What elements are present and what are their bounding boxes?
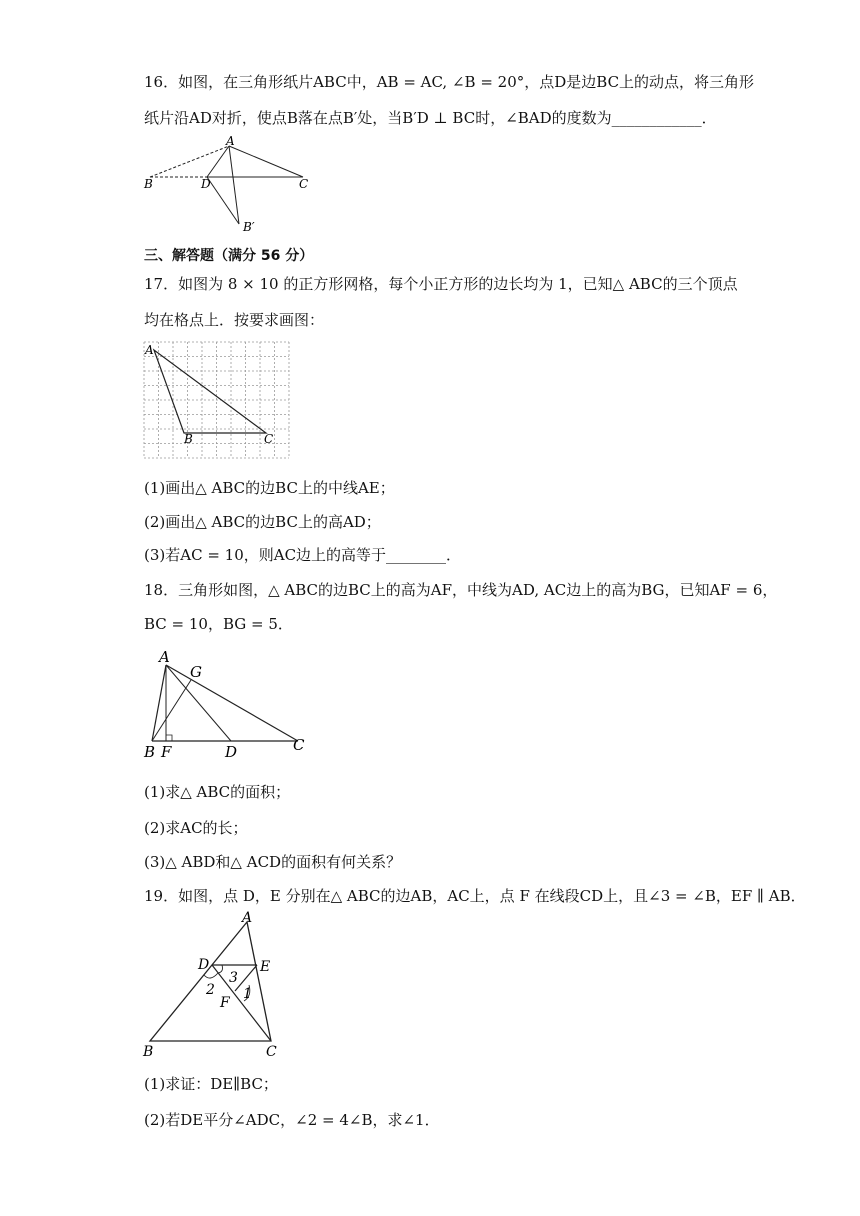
q19-angle-label-1: 1 xyxy=(243,986,252,1002)
q16-label-d: D xyxy=(201,177,211,191)
q18-part3: (3)△ ABD和△ ACD的面积有何关系？ xyxy=(144,853,402,871)
q16-text-line2: 纸片沿AD对折，使点B落在点B′处，当B′D ⊥ BC时，∠BAD的度数为____________． xyxy=(144,109,717,127)
q17-part3: (3)若AC = 10，则AC边上的高等于________． xyxy=(144,546,462,564)
q19-part2: (2)若DE平分∠ADC，∠2 = 4∠B，求∠1． xyxy=(144,1111,440,1129)
q17-label-a: A xyxy=(145,343,154,357)
q19-label-d: D xyxy=(198,957,210,973)
q17-text-line1: 17．如图为 8 × 10 的正方形网格，每个小正方形的边长均为 1，已知△ ABC的三个顶点 xyxy=(144,275,738,293)
q19-label-b: B xyxy=(143,1044,154,1060)
q18-text-line1: 18．三角形如图，△ ABC的边BC上的高为AF，中线为AD, AC边上的高为BG，已知AF = 6， xyxy=(144,581,778,599)
q16-label-b: B xyxy=(144,177,153,191)
q19-angle-label-2: 2 xyxy=(206,982,215,998)
q18-label-f: F xyxy=(161,743,172,761)
q19-label-c: C xyxy=(266,1044,277,1060)
section-3-title: 三、解答题（满分 56 分） xyxy=(144,248,314,264)
q18-part2: (2)求AC的长； xyxy=(144,819,248,837)
q19-angle3-arc xyxy=(218,965,223,973)
q17-part2: (2)画出△ ABC的边BC上的高AD； xyxy=(144,513,381,531)
q18-text-line2: BC = 10，BG = 5． xyxy=(144,615,293,633)
q19-part1: (1)求证：DE∥BC； xyxy=(144,1075,278,1093)
q16-line-ac xyxy=(229,146,303,177)
q19-label-a: A xyxy=(242,910,253,926)
q16-label-a: A xyxy=(226,134,235,148)
q17-text-line2: 均在格点上．按要求画图： xyxy=(144,311,325,329)
q18-figure xyxy=(140,646,315,762)
q18-side-ac xyxy=(166,665,298,741)
q17-grid-figure xyxy=(144,342,290,460)
q18-part1: (1)求△ ABC的面积； xyxy=(144,783,291,801)
q16-label-b-prime: B′ xyxy=(243,220,255,234)
q19-text-line1: 19．如图，点 D，E 分别在△ ABC的边AB，AC上，点 F 在线段CD上，且∠3 = ∠B，EF ∥ AB． xyxy=(144,887,806,905)
q19-label-e: E xyxy=(260,959,271,975)
q16-dashed-ba xyxy=(150,146,229,177)
q18-right-angle-mark xyxy=(166,735,172,741)
q16-label-c: C xyxy=(299,177,309,191)
q18-label-c: C xyxy=(293,736,305,754)
q19-label-f: F xyxy=(220,995,230,1011)
q18-label-b: B xyxy=(144,743,156,761)
q17-label-b: B xyxy=(184,432,193,446)
q17-part1: (1)画出△ ABC的边BC上的中线AE； xyxy=(144,479,395,497)
q18-label-g: G xyxy=(190,663,202,681)
q17-label-c: C xyxy=(264,432,274,446)
q19-angle2-arc xyxy=(204,973,218,978)
q19-angle-label-3: 3 xyxy=(229,970,238,986)
q16-figure xyxy=(140,134,320,236)
q18-label-a: A xyxy=(159,648,170,666)
q17-triangle-abc xyxy=(154,350,266,433)
q16-text-line1: 16．如图，在三角形纸片ABC中，AB = AC, ∠B = 20°，点D是边BC上的动点，将三角形 xyxy=(144,73,755,91)
q18-label-d: D xyxy=(225,743,238,761)
q19-figure xyxy=(140,906,290,1062)
